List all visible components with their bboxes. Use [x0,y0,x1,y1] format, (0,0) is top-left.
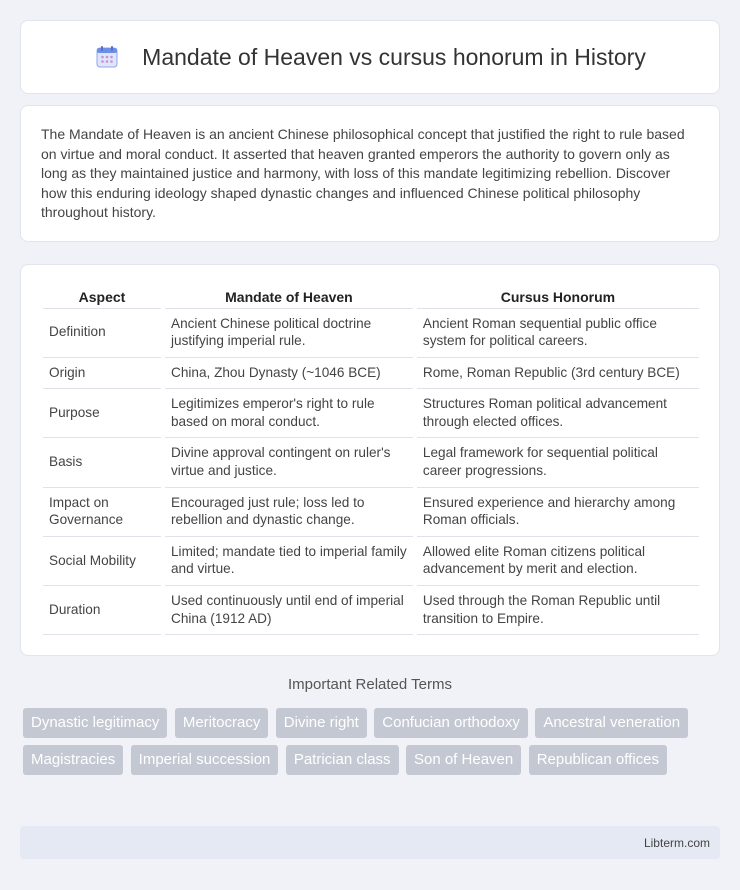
term-tag[interactable]: Patrician class [286,745,399,775]
comparison-table [43,285,699,635]
term-tag[interactable]: Dynastic legitimacy [23,708,167,738]
header-cursus: Cursus Honorum [415,285,699,308]
row-mandate: Used continuously until end of imperial China (1912 AD) [163,586,415,635]
term-tag[interactable]: Republican offices [529,745,667,775]
header-mandate: Mandate of Heaven [163,285,415,308]
row-cursus: Ancient Roman sequential public office system for political careers. [415,308,699,357]
table-row [43,536,699,585]
term-tag[interactable]: Magistracies [23,745,123,775]
row-mandate: Legitimizes emperor's right to rule based on moral conduct. [163,389,415,438]
footer-link[interactable]: Libterm.com [643,836,710,850]
row-aspect: Duration [43,586,163,635]
footer [20,826,720,859]
row-mandate: Limited; mandate tied to imperial family and virtue. [163,536,415,585]
term-tag[interactable]: Divine right [276,708,367,738]
header-aspect: Aspect [43,285,163,308]
row-cursus: Used through the Roman Republic until transition to Empire. [415,586,699,635]
row-aspect: Basis [43,438,163,487]
table-row [43,308,699,357]
table-row [43,438,699,487]
page-title: Mandate of Heaven vs cursus honorum in History [142,43,646,70]
table-row [43,487,699,536]
header-card [20,20,720,94]
row-aspect: Social Mobility [43,536,163,585]
row-mandate: China, Zhou Dynasty (~1046 BCE) [163,357,415,389]
term-tag[interactable]: Imperial succession [131,745,279,775]
term-tag[interactable]: Son of Heaven [406,745,521,775]
table-row [43,389,699,438]
row-aspect: Purpose [43,389,163,438]
table-row [43,586,699,635]
row-mandate: Ancient Chinese political doctrine justifying imperial rule. [163,308,415,357]
term-tag[interactable]: Meritocracy [175,708,269,738]
intro-text: The Mandate of Heaven is an ancient Chinese philosophical concept that justified the right to rule based on virtue and moral conduct. It asserted that heaven granted emperors the authority to govern only as long as they maintained justice and harmony, with loss of this mandate legitimizing rebellion. Discover how this enduring ideology shaped dynastic changes and influenced Chinese political philosophy throughout history. [41,126,685,221]
table-row [43,357,699,389]
row-cursus: Legal framework for sequential political career progressions. [415,438,699,487]
row-cursus: Rome, Roman Republic (3rd century BCE) [415,357,699,389]
intro-card [20,105,720,242]
row-aspect: Impact on Governance [43,487,163,536]
row-cursus: Ensured experience and hierarchy among Roman officials. [415,487,699,536]
related-terms-title: Important Related Terms [288,676,452,693]
calendar-icon [94,44,120,70]
row-cursus: Allowed elite Roman citizens political advancement by merit and election. [415,536,699,585]
related-terms-list [23,708,723,782]
term-tag[interactable]: Confucian orthodoxy [374,708,528,738]
comparison-card [20,264,720,656]
row-aspect: Origin [43,357,163,389]
row-mandate: Encouraged just rule; loss led to rebellion and dynastic change. [163,487,415,536]
term-tag[interactable]: Ancestral veneration [535,708,688,738]
row-cursus: Structures Roman political advancement through elected offices. [415,389,699,438]
table-header-row [43,285,699,308]
row-mandate: Divine approval contingent on ruler's virtue and justice. [163,438,415,487]
row-aspect: Definition [43,308,163,357]
